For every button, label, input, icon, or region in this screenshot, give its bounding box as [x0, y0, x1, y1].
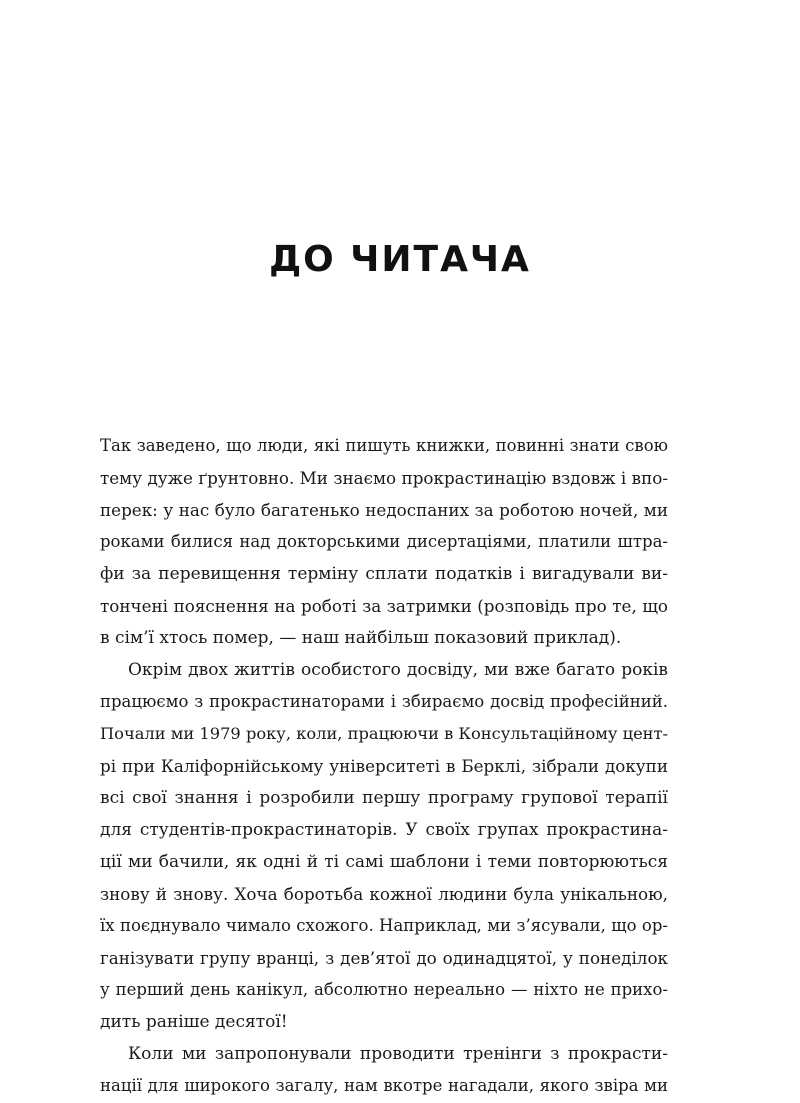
- text-line: Окрім двох життів особистого досвіду, ми вже багато років: [128, 660, 668, 680]
- text-line: нації для широкого загалу, нам вкотре нагадали, якого звіра ми: [100, 1076, 668, 1095]
- chapter-title: ДО ЧИТАЧА: [269, 239, 531, 280]
- text-line: перек: у нас було багатенько недоспаних за роботою ночей, ми: [100, 500, 668, 520]
- text-line: знову й знову. Хоча боротьба кожної людини була унікальною,: [100, 884, 668, 904]
- text-line: Так заведено, що люди, які пишуть книжки, повинні знати свою: [100, 436, 668, 455]
- text-line: їх поєднувало чимало схожого. Наприклад, ми з’ясували, що ор-: [100, 916, 668, 935]
- text-line: Почали ми 1979 року, коли, працюючи в Консультаційному цент-: [100, 724, 668, 743]
- text-line: працюємо з прокрастинаторами і збираємо досвід професійний.: [100, 692, 668, 711]
- text-line: ганізувати групу вранці, з дев’ятої до одинадцятої, у понеділок: [100, 948, 668, 968]
- text-line: фи за перевищення терміну сплати податків і вигадували ви-: [100, 564, 668, 584]
- text-line: у перший день канікул, абсолютно нереально — ніхто не прихо-: [100, 980, 668, 999]
- text-line: рі при Каліфорнійському університеті в Берклі, зібрали докупи: [100, 756, 668, 776]
- text-line: в сім’ї хтось помер, — наш найбільш показовий приклад).: [100, 628, 622, 648]
- text-line: дить раніше десятої!: [100, 1012, 288, 1032]
- text-line: для студентів-прокрастинаторів. У своїх групах прокрастина-: [100, 820, 668, 840]
- text-line: ції ми бачили, як одні й ті самі шаблони і теми повторюються: [100, 852, 668, 872]
- body-text: [100, 430, 668, 1102]
- text-line: всі свої знання і розробили першу програму групової терапії: [100, 788, 668, 808]
- text-line: роками билися над докторськими дисертаціями, платили штра-: [100, 532, 668, 551]
- text-line: Коли ми запропонували проводити тренінги з прокрасти-: [128, 1044, 668, 1064]
- text-line: тончені пояснення на роботі за затримки (розповідь про те, що: [100, 596, 668, 616]
- text-line: тему дуже ґрунтовно. Ми знаємо прокрастинацію вздовж і впо-: [100, 468, 668, 488]
